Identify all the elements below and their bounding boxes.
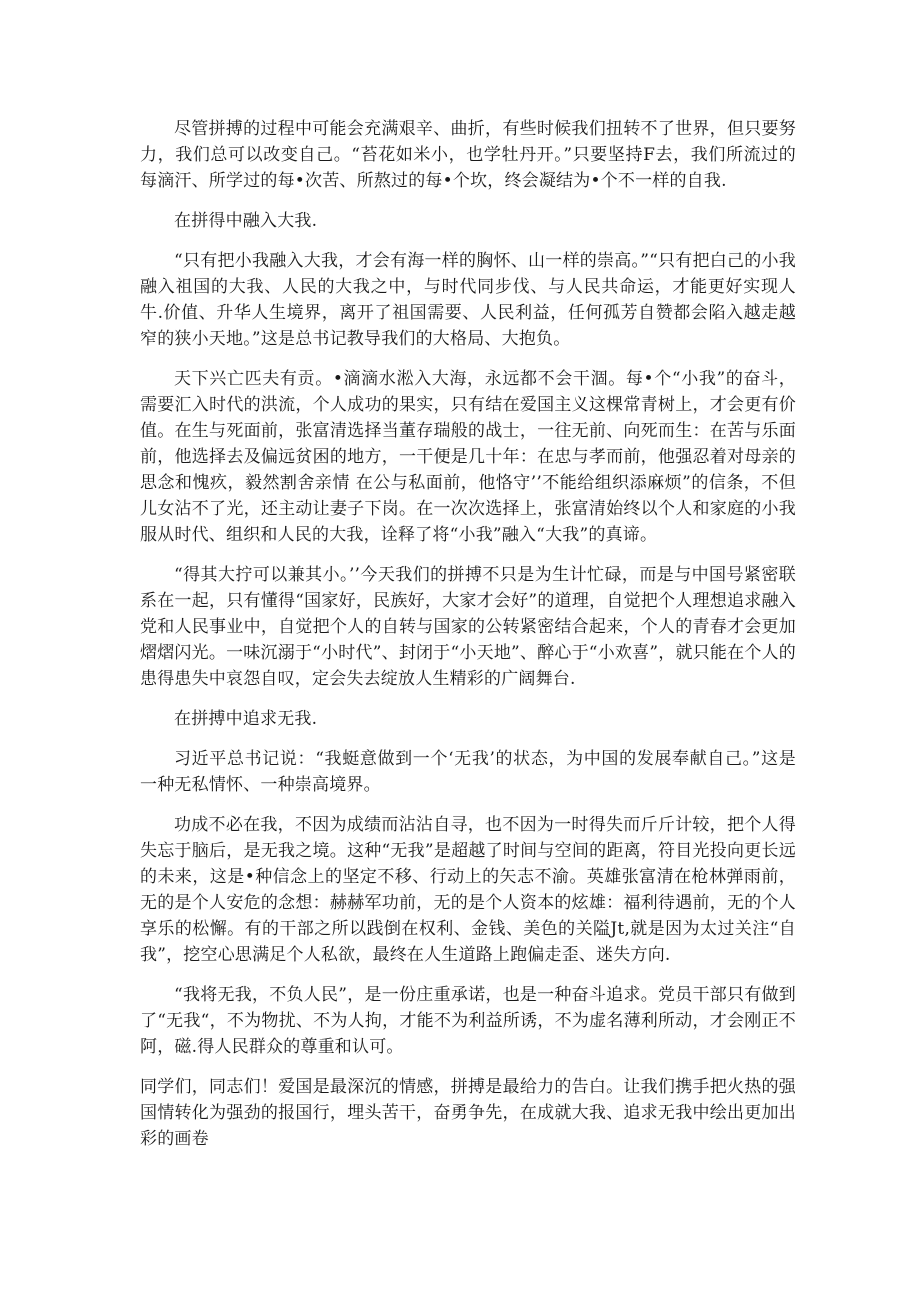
paragraph: 习近平总书记说：“我蜓意做到一个‘无我’的状态，为中国的发展奉献自己。”这是一种无私情怀、一种崇高境界。	[140, 749, 796, 795]
paragraph: “只有把小我融入大我，才会有海一样的胸怀、山一样的崇高。”“只有把白己的小我融入祖国的大我、人民的大我之中，与时代同步伐、与人民共命运，才能更好实现人牛.价值、升华人生境界，离开了祖国需要、人民利益，任何孤芳自赞都会陷入越走越窄的狭小天地。”这是总书记教导我们的大格局、大抱负。	[140, 251, 796, 349]
paragraph: 天下兴亡匹夫有贡。•滴滴水淞入大海，永远都不会干涸。每•个“小我”的奋斗，需要汇入时代的洪流，个人成功的果实，只有结在爱国主义这棵常青树上，才会更有价值。在生与死面前，张富清选择当董存瑞般的战士，一往无前、向死而生：在苦与乐面前，他选择去及偏远贫困的地方，一干便是几十年：在忠与孝而前，他强忍着对母亲的思念和愧疚，毅然割舍亲情 在公与私面前，他恪守’’不能给组织添麻烦”的信条，不但儿女沾不了光，还主动让妻子下岗。在一次次选择上，张富清始终以个人和家庭的小我服从时代、组织和人民的大我，诠释了将“小我”融入“大我”的真谛。	[140, 369, 796, 545]
document-body	[140, 116, 796, 1166]
section-heading: 在拼得中融入大我.	[174, 211, 318, 231]
section-heading: 在拼搏中追求无我.	[174, 709, 318, 729]
closing-paragraph: 同学们，同志们！爱国是最深沉的情感，拼搏是最给力的告白。让我们携手把火热的强国情转化为强劲的报国行，埋头苦干，奋勇争先，在成就大我、追求无我中绘出更加出彩的画卷	[140, 1077, 796, 1149]
paragraph: “我将无我，不负人民”，是一份庄重承诺，也是一种奋斗追求。党员干部只有做到了“无我“，不为物扰、不为人拘，才能不为利益所诱，不为虚名薄利所动，才会刚正不阿，磁.得人民群众的尊重和认可。	[140, 985, 796, 1057]
paragraph: 尽管拼搏的过程中可能会充满艰辛、曲折，有些时候我们扭转不了世界，但只要努力，我们总可以改变自己。“苔花如米小，也学牡丹开。”只要坚持F去，我们所流过的每滴汗、所学过的每•次苦、所熬过的每•个坎，终会凝结为•个不一样的自我.	[140, 119, 796, 191]
paragraph: 功成不必在我，不因为成绩而沾沾自寻，也不因为一时得失而斤斤计较，把个人得失忘于脑后，是无我之境。这种“无我”是超越了时间与空间的距离，符目光投向更长远的未来，这是•种信念上的坚定不移、行动上的矢志不渝。英雄张富清在枪林弹雨前，无的是个人安危的念想：赫赫军功前，无的是个人资本的炫雄：福利待遇前，无的个人享乐的松懈。有的干部之所以践倒在权利、金钱、美色的关隘Jt,就是因为太过关注“自我”，挖空心思满足个人私欲，最终在人生道路上跑偏走歪、迷失方向.	[140, 815, 796, 965]
paragraph: “得其大拧可以兼其小。’’今天我们的拼搏不只是为生计忙碌，而是与中国号紧密联系在一起，只有懂得“国家好，民族好，大家才会好”的道理，自觉把个人理想追求融入党和人民事业中，自觉把个人的自转与国家的公转紧密结合起来，个人的青春才会更加熠熠闪光。一味沉溺于“小时代”、封闭于“小天地”、醉心于“小欢喜”，就只能在个人的患得患失中哀怨自叹，定会失去绽放人生精彩的广阔舞台.	[140, 565, 796, 689]
